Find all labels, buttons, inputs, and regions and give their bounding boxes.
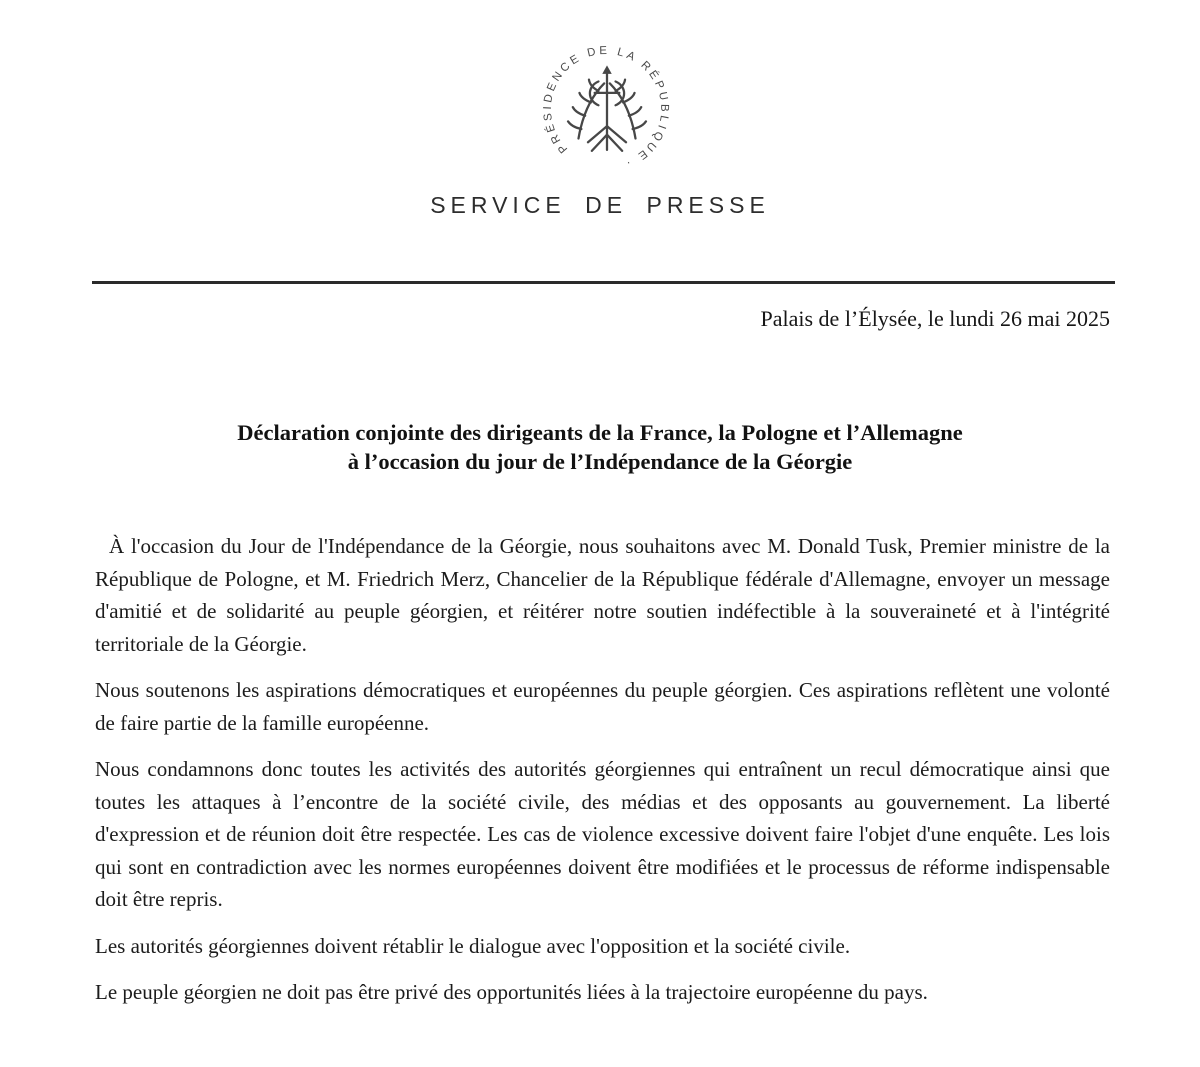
body-paragraph-3: Nous condamnons donc toutes les activités des autorités géorgiennes qui entraînent un recul démocratique ainsi que toutes les attaques à l’encontre de la société civile, des médias et des opposants au gouvernement. La liberté d'expression et de réunion doit être respectée. Les cas de violence excessive doivent faire l'objet d'une enquête. Les lois qui sont en contradiction avec les normes européennes doivent être modifiées et le processus de réforme indispensable doit être repris. [95,757,1110,911]
body-paragraph-2: Nous soutenons les aspirations démocratiques et européennes du peuple géorgien. Ces aspirations reflètent une volonté de faire partie de la famille européenne. [95,678,1110,735]
title-line-2: à l’occasion du jour de l’Indépendance de la Géorgie [347,449,853,474]
dateline: Palais de l’Élysée, le lundi 26 mai 2025 [760,306,1110,331]
body-paragraph-4: Les autorités géorgiennes doivent rétablir le dialogue avec l'opposition et la société civile. [95,933,851,958]
header-divider-rule [92,281,1115,284]
seal-circular-text: PRÉSIDENCE DE LA RÉPUBLIQUE · [541,44,671,171]
document-title [80,418,1120,476]
presidential-seal [531,34,683,186]
document-body [95,530,1110,1009]
fasces-laurel-emblem-icon [568,65,646,151]
presidential-seal-icon [531,34,683,186]
body-paragraph-1: À l'occasion du Jour de l'Indépendance de la Géorgie, nous souhaitons avec M. Donald Tusk, Premier ministre de la République de Pologne, et M. Friedrich Merz, Chancelier de la République fédérale d'Allemagne, envoyer un message d'amitié et de solidarité au peuple géorgien, et réitérer notre soutien indéfectible à la souveraineté et à l'intégrité territoriale de la Géorgie. [95,534,1110,656]
title-line-1: Déclaration conjointe des dirigeants de la France, la Pologne et l’Allemagne [237,420,963,445]
service-de-presse-header: SERVICE DE PRESSE [430,192,770,218]
press-release-document [0,34,1200,1067]
body-paragraph-5: Le peuple géorgien ne doit pas être privé des opportunités liées à la trajectoire européenne du pays. [95,980,928,1004]
